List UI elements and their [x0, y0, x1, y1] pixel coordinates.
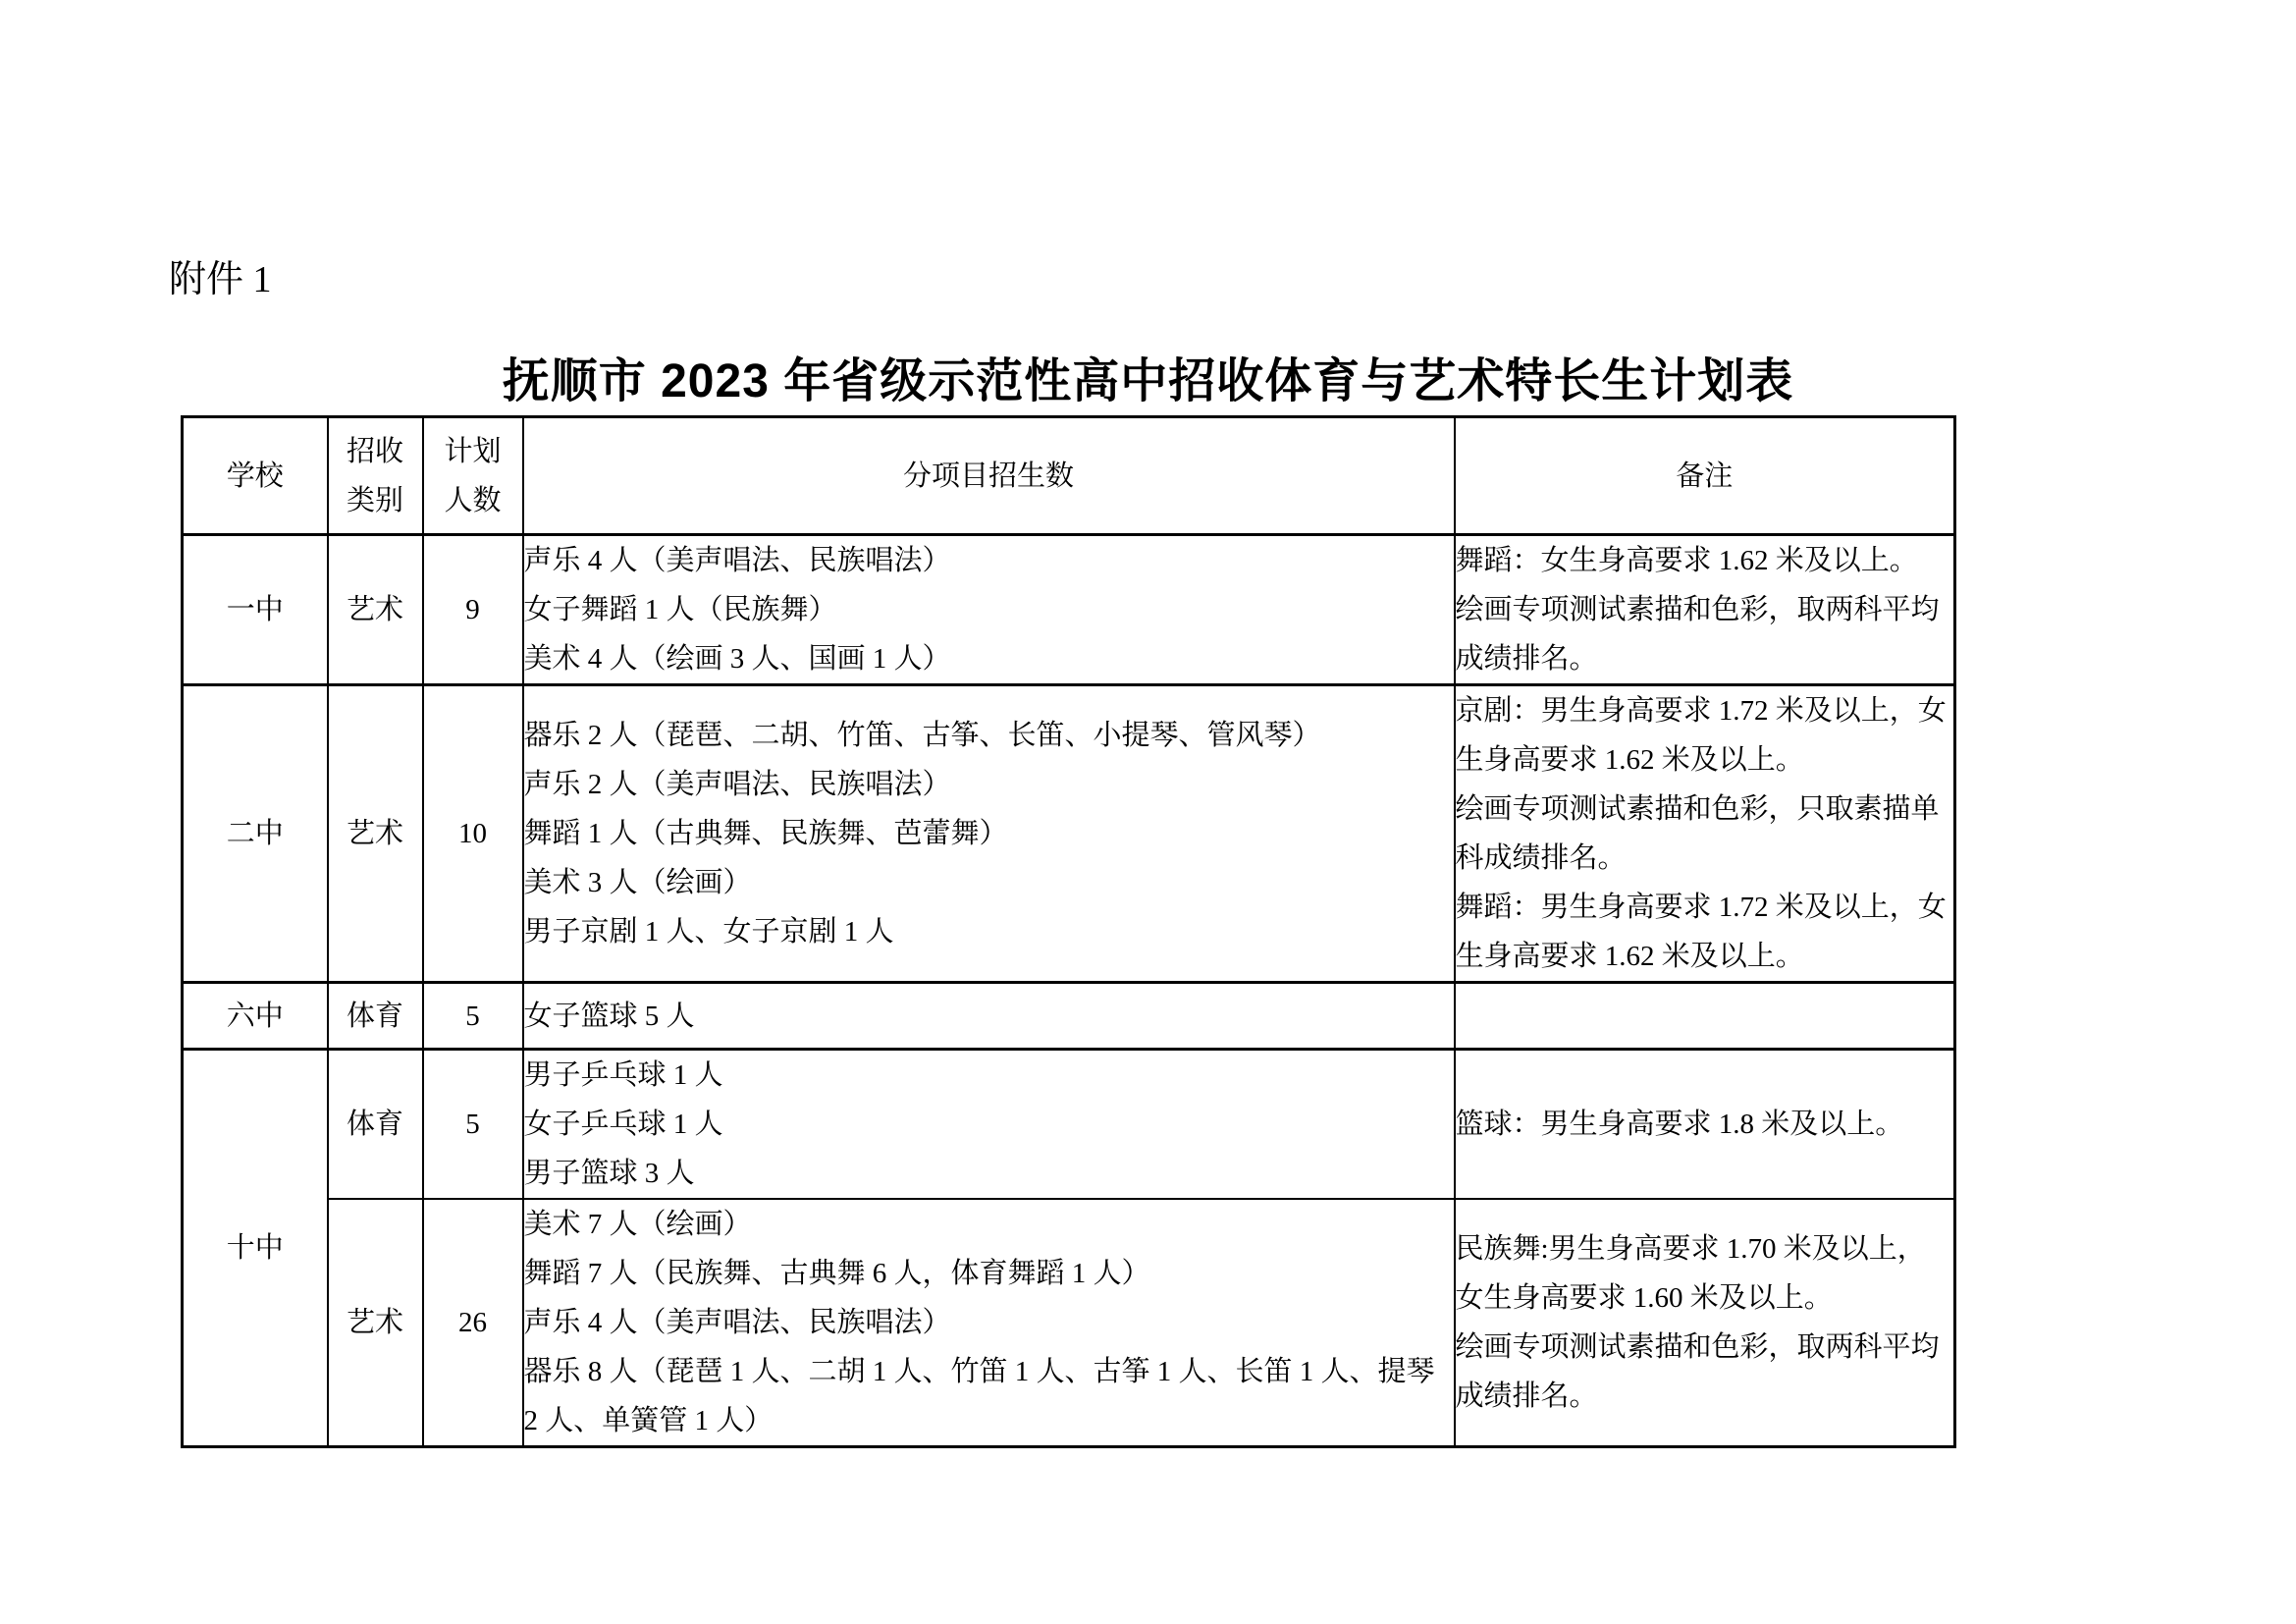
school-cell: 十中	[183, 1050, 328, 1447]
school-cell: 六中	[183, 983, 328, 1050]
project-line: 器乐 2 人（琵琶、二胡、竹笛、古筝、长笛、小提琴、管风琴）	[523, 720, 1321, 751]
header-plan	[423, 417, 523, 535]
remarks-cell-empty	[1455, 983, 1955, 1050]
remarks-cell	[1455, 1050, 1955, 1200]
remark-line: 绘画专项测试素描和色彩，取两科平均成绩排名。	[1455, 594, 1940, 675]
school-cell: 一中	[183, 535, 328, 685]
header-projects-label: 分项目招生数	[902, 460, 1074, 492]
project-line: 声乐 4 人（美声唱法、民族唱法）	[523, 1307, 951, 1338]
remark-line: 京剧：男生身高要求 1.72 米及以上，女生身高要求 1.62 米及以上。	[1455, 695, 1947, 776]
table-row-school-6	[183, 983, 1955, 1050]
project-line: 器乐 8 人（琵琶 1 人、二胡 1 人、竹笛 1 人、古筝 1 人、长笛 1 人、提琴 2 人、单簧管 1 人）	[523, 1356, 1435, 1436]
remark-line: 绘画专项测试素描和色彩，只取素描单科成绩排名。	[1455, 793, 1940, 874]
projects-cell	[523, 983, 1455, 1050]
category-cell: 体育	[328, 1050, 423, 1200]
header-school-label: 学校	[226, 460, 284, 492]
category-cell: 艺术	[328, 1199, 423, 1447]
project-line: 美术 4 人（绘画 3 人、国画 1 人）	[523, 643, 951, 675]
document-title: 抚顺市 2023 年省级示范性高中招收体育与艺术特长生计划表	[502, 355, 1794, 407]
table-row-school-10-arts	[183, 1199, 1955, 1447]
project-line: 美术 3 人（绘画）	[523, 867, 752, 898]
project-line: 女子篮球 5 人	[523, 1000, 695, 1032]
remark-line: 绘画专项测试素描和色彩，取两科平均成绩排名。	[1455, 1331, 1940, 1412]
project-line: 男子京剧 1 人、女子京剧 1 人	[523, 916, 894, 947]
table-row-school-2	[183, 685, 1955, 983]
remarks-cell	[1455, 685, 1955, 983]
plan-table	[181, 415, 1956, 1448]
category-cell: 体育	[328, 983, 423, 1050]
plan-count-cell: 10	[423, 685, 523, 983]
remark-line: 篮球：男生身高要求 1.8 米及以上。	[1455, 1109, 1904, 1140]
project-line: 男子篮球 3 人	[523, 1158, 695, 1189]
header-school	[183, 417, 328, 535]
project-line: 声乐 2 人（美声唱法、民族唱法）	[523, 769, 951, 800]
projects-cell	[523, 685, 1455, 983]
project-line: 男子乒乓球 1 人	[523, 1059, 723, 1091]
projects-cell	[523, 535, 1455, 685]
project-line: 女子乒乓球 1 人	[523, 1109, 723, 1140]
table-row-school-1	[183, 535, 1955, 685]
header-category-line1: 招收	[346, 435, 403, 467]
header-remarks-label: 备注	[1676, 460, 1734, 492]
header-projects	[523, 417, 1455, 535]
header-category	[328, 417, 423, 535]
header-plan-line2: 人数	[444, 484, 502, 516]
category-cell: 艺术	[328, 685, 423, 983]
remark-line: 民族舞:男生身高要求 1.70 米及以上，女生身高要求 1.60 米及以上。	[1455, 1233, 1926, 1314]
table-header-row	[183, 417, 1955, 535]
plan-count-cell: 26	[423, 1199, 523, 1447]
projects-cell	[523, 1199, 1455, 1447]
project-line: 美术 7 人（绘画）	[523, 1209, 752, 1240]
category-cell: 艺术	[328, 535, 423, 685]
attachment-label: 附件 1	[169, 259, 272, 300]
remarks-cell	[1455, 1199, 1955, 1447]
plan-count-cell: 5	[423, 983, 523, 1050]
header-remarks	[1455, 417, 1955, 535]
project-line: 声乐 4 人（美声唱法、民族唱法）	[523, 545, 951, 576]
header-category-line2: 类别	[346, 484, 403, 516]
project-line: 舞蹈 7 人（民族舞、古典舞 6 人，体育舞蹈 1 人）	[523, 1258, 1150, 1289]
remark-line: 舞蹈：女生身高要求 1.62 米及以上。	[1455, 545, 1918, 576]
remarks-cell	[1455, 535, 1955, 685]
remark-line: 舞蹈：男生身高要求 1.72 米及以上，女生身高要求 1.62 米及以上。	[1455, 892, 1947, 972]
project-line: 女子舞蹈 1 人（民族舞）	[523, 594, 837, 625]
plan-count-cell: 5	[423, 1050, 523, 1200]
header-plan-line1: 计划	[444, 435, 502, 467]
school-cell: 二中	[183, 685, 328, 983]
project-line: 舞蹈 1 人（古典舞、民族舞、芭蕾舞）	[523, 818, 1008, 849]
table-row-school-10-sports	[183, 1050, 1955, 1200]
plan-count-cell: 9	[423, 535, 523, 685]
projects-cell	[523, 1050, 1455, 1200]
